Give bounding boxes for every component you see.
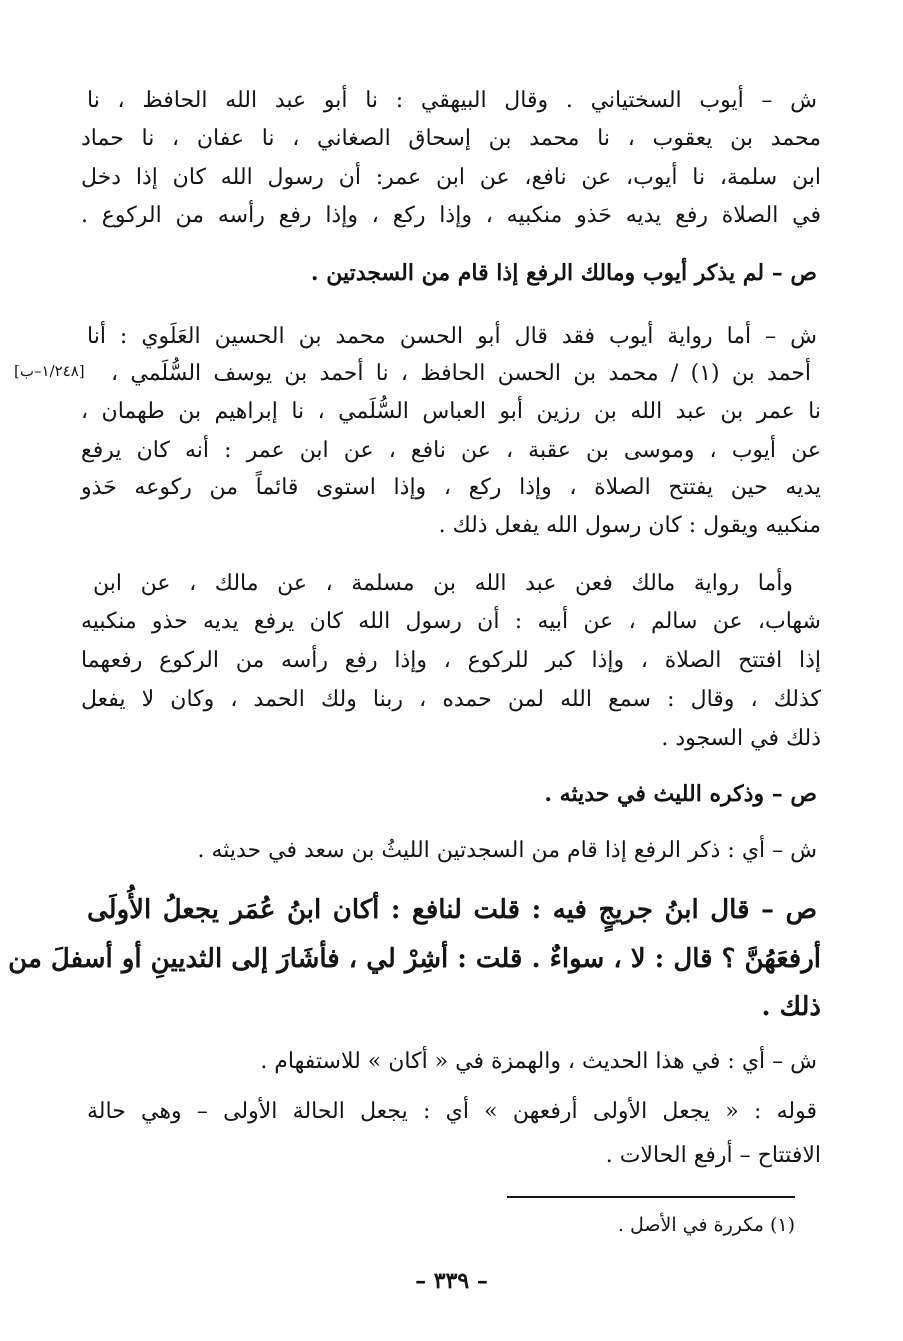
text-line-23: قوله : « يجعل الأولى أرفعهن » أي : يجعل الحالة الأولى – وهي حالة	[87, 1099, 817, 1124]
text-line-2: محمد بن يعقوب ، نا محمد بن إسحاق الصغاني ، نا عفان ، نا حماد	[81, 126, 821, 151]
footnote: (١) مكررة في الأصل .	[617, 1214, 795, 1236]
text-line-22: ش – أي : في هذا الحديث ، والهمزة في « أكان » للاستفهام .	[260, 1049, 817, 1074]
text-line-13: شهاب، عن سالم ، عن أبيه : أن رسول الله كان يرفع يديه حذو منكبيه	[81, 609, 821, 634]
page-number: – ٣٣٩ –	[415, 1268, 488, 1294]
text-line-7: أحمد بن (١) / محمد بن الحسن الحافظ ، نا أحمد بن يوسف السُّلَمي ،	[111, 361, 811, 386]
text-line-21: ذلك .	[761, 992, 821, 1022]
text-line-9: عن أيوب ، وموسى بن عقبة ، عن نافع ، عن ابن عمر : أنه كان يرفع	[81, 438, 821, 463]
text-line-11: منكبيه ويقول : كان رسول الله يفعل ذلك .	[438, 513, 821, 538]
margin-folio-note: [١/٢٤٨–ب]	[14, 362, 85, 380]
text-line-24: الافتتاح – أرفع الحالات .	[605, 1143, 821, 1168]
text-line-16: ذلك في السجود .	[661, 726, 821, 751]
text-line-10: يديه حين يفتتح الصلاة ، وإذا ركع ، وإذا استوى قائماً من ركوعه حَذو	[81, 475, 821, 500]
text-line-18: ش – أي : ذكر الرفع إذا قام من السجدتين الليثُ بن سعد في حديثه .	[197, 838, 817, 863]
text-line-19: ص – قال ابنُ جريجٍ فيه : قلت لنافع : أكان ابنُ عُمَر يجعلُ الأُولَى	[87, 895, 817, 925]
text-line-12: وأما رواية مالك فعن عبد الله بن مسلمة ، عن مالك ، عن ابن	[93, 571, 794, 596]
text-line-3: ابن سلمة، نا أيوب، عن نافع، عن ابن عمر: أن رسول الله كان إذا دخل	[81, 165, 821, 190]
text-line-14: إذا افتتح الصلاة ، وإذا كبر للركوع ، وإذا رفع رأسه من الركوع رفعهما	[81, 648, 821, 673]
text-line-5: ص – لم يذكر أيوب ومالك الرفع إذا قام من السجدتين .	[310, 260, 817, 286]
text-line-20: أرفعَهُنَّ ؟ قال : لا ، سواءٌ . قلت : أشِرْ لي ، فأشَارَ إلى الثديينِ أو أسفلَ من	[8, 944, 821, 974]
text-line-17: ص – وذكره الليث في حديثه .	[544, 781, 817, 807]
text-line-4: في الصلاة رفع يديه حَذو منكبيه ، وإذا ركع ، وإذا رفع رأسه من الركوع .	[81, 203, 821, 228]
footnote-separator	[507, 1196, 795, 1198]
text-line-6: ش – أما رواية أيوب فقد قال أبو الحسن محمد بن الحسين العَلَوي : أنا	[87, 324, 817, 349]
text-line-8: نا عمر بن عبد الله بن رزين أبو العباس السُّلَمي ، نا إبراهيم بن طهمان ،	[81, 399, 821, 424]
text-line-1: ش – أيوب السختياني . وقال البيهقي : نا أبو عبد الله الحافظ ، نا	[87, 88, 817, 113]
text-line-15: كذلك ، وقال : سمع الله لمن حمده ، ربنا ولك الحمد ، وكان لا يفعل	[81, 687, 821, 712]
